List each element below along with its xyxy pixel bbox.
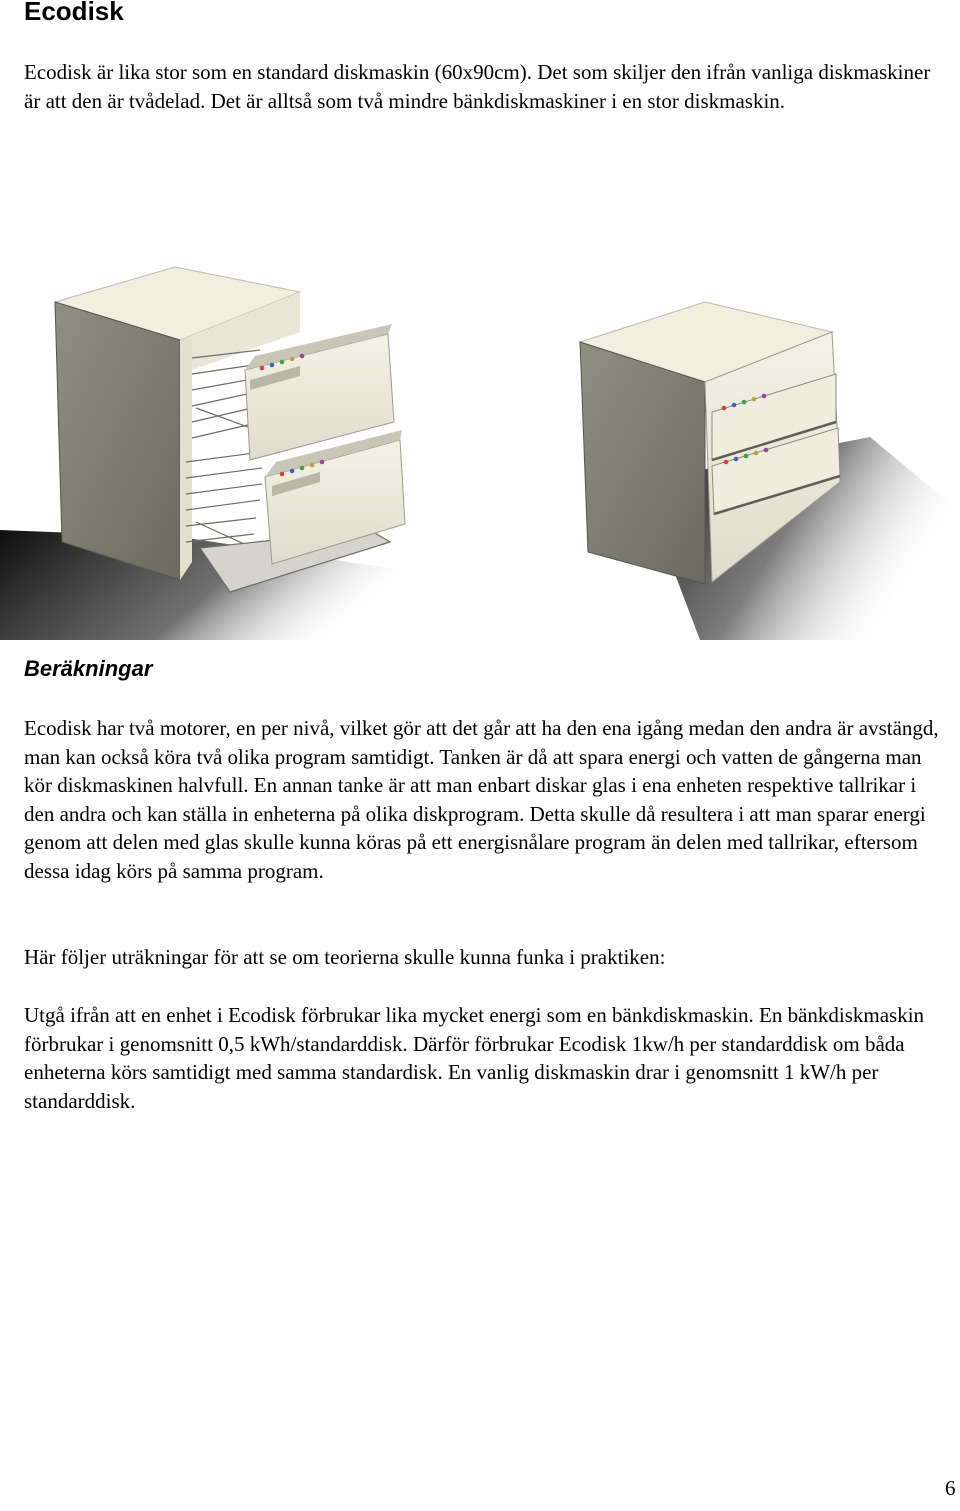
body-paragraph: Här följer uträkningar för att se om teorierna skulle kunna funka i praktiken: <box>24 945 666 969</box>
section-heading: Beräkningar <box>24 656 153 681</box>
open-dishwasher <box>0 267 430 640</box>
body-paragraph: Ecodisk har två motorer, en per nivå, vilket gör att det går att ha den ena igång medan den andra är avstängd, man kan också köra två olika program samtidigt. Tanken är då att spara energi och vatten de gångerna man kör diskmaskinen halvfull. En annan tanke är att man enbart diskar glas i ena enheten respektive tallrikar i den andra och kan ställa in enheterna på olika diskprogram. Detta skulle då resultera i att man sparar energi genom att delen med glas skulle kunna köras på ett energisnålare program än delen med tallrikar, eftersom dessa idag körs på samma program. <box>24 716 939 883</box>
body-paragraph: Utgå ifrån att en enhet i Ecodisk förbrukar lika mycket energi som en bänkdiskmaskin. En bänkdiskmaskin förbrukar i genomsnitt 0,5 kWh/standarddisk. Därför förbrukar Ecodisk 1kw/h per standarddisk om båda enheterna körs samtidigt med samma standardisk. En vanlig diskmaskin drar i genomsnitt 1 kW/h per standarddisk. <box>24 1003 925 1113</box>
intro-paragraph: Ecodisk är lika stor som en standard diskmaskin (60x90cm). Det som skiljer den ifrån vanliga diskmaskiner är att den är tvådelad. Det är alltså som två mindre bänkdiskmaskiner i en stor diskmaskin. <box>24 60 931 113</box>
page-number: 6 <box>945 1476 956 1500</box>
page-title: Ecodisk <box>24 0 124 26</box>
closed-dishwasher <box>580 302 960 640</box>
dishwasher-illustration <box>0 262 960 640</box>
